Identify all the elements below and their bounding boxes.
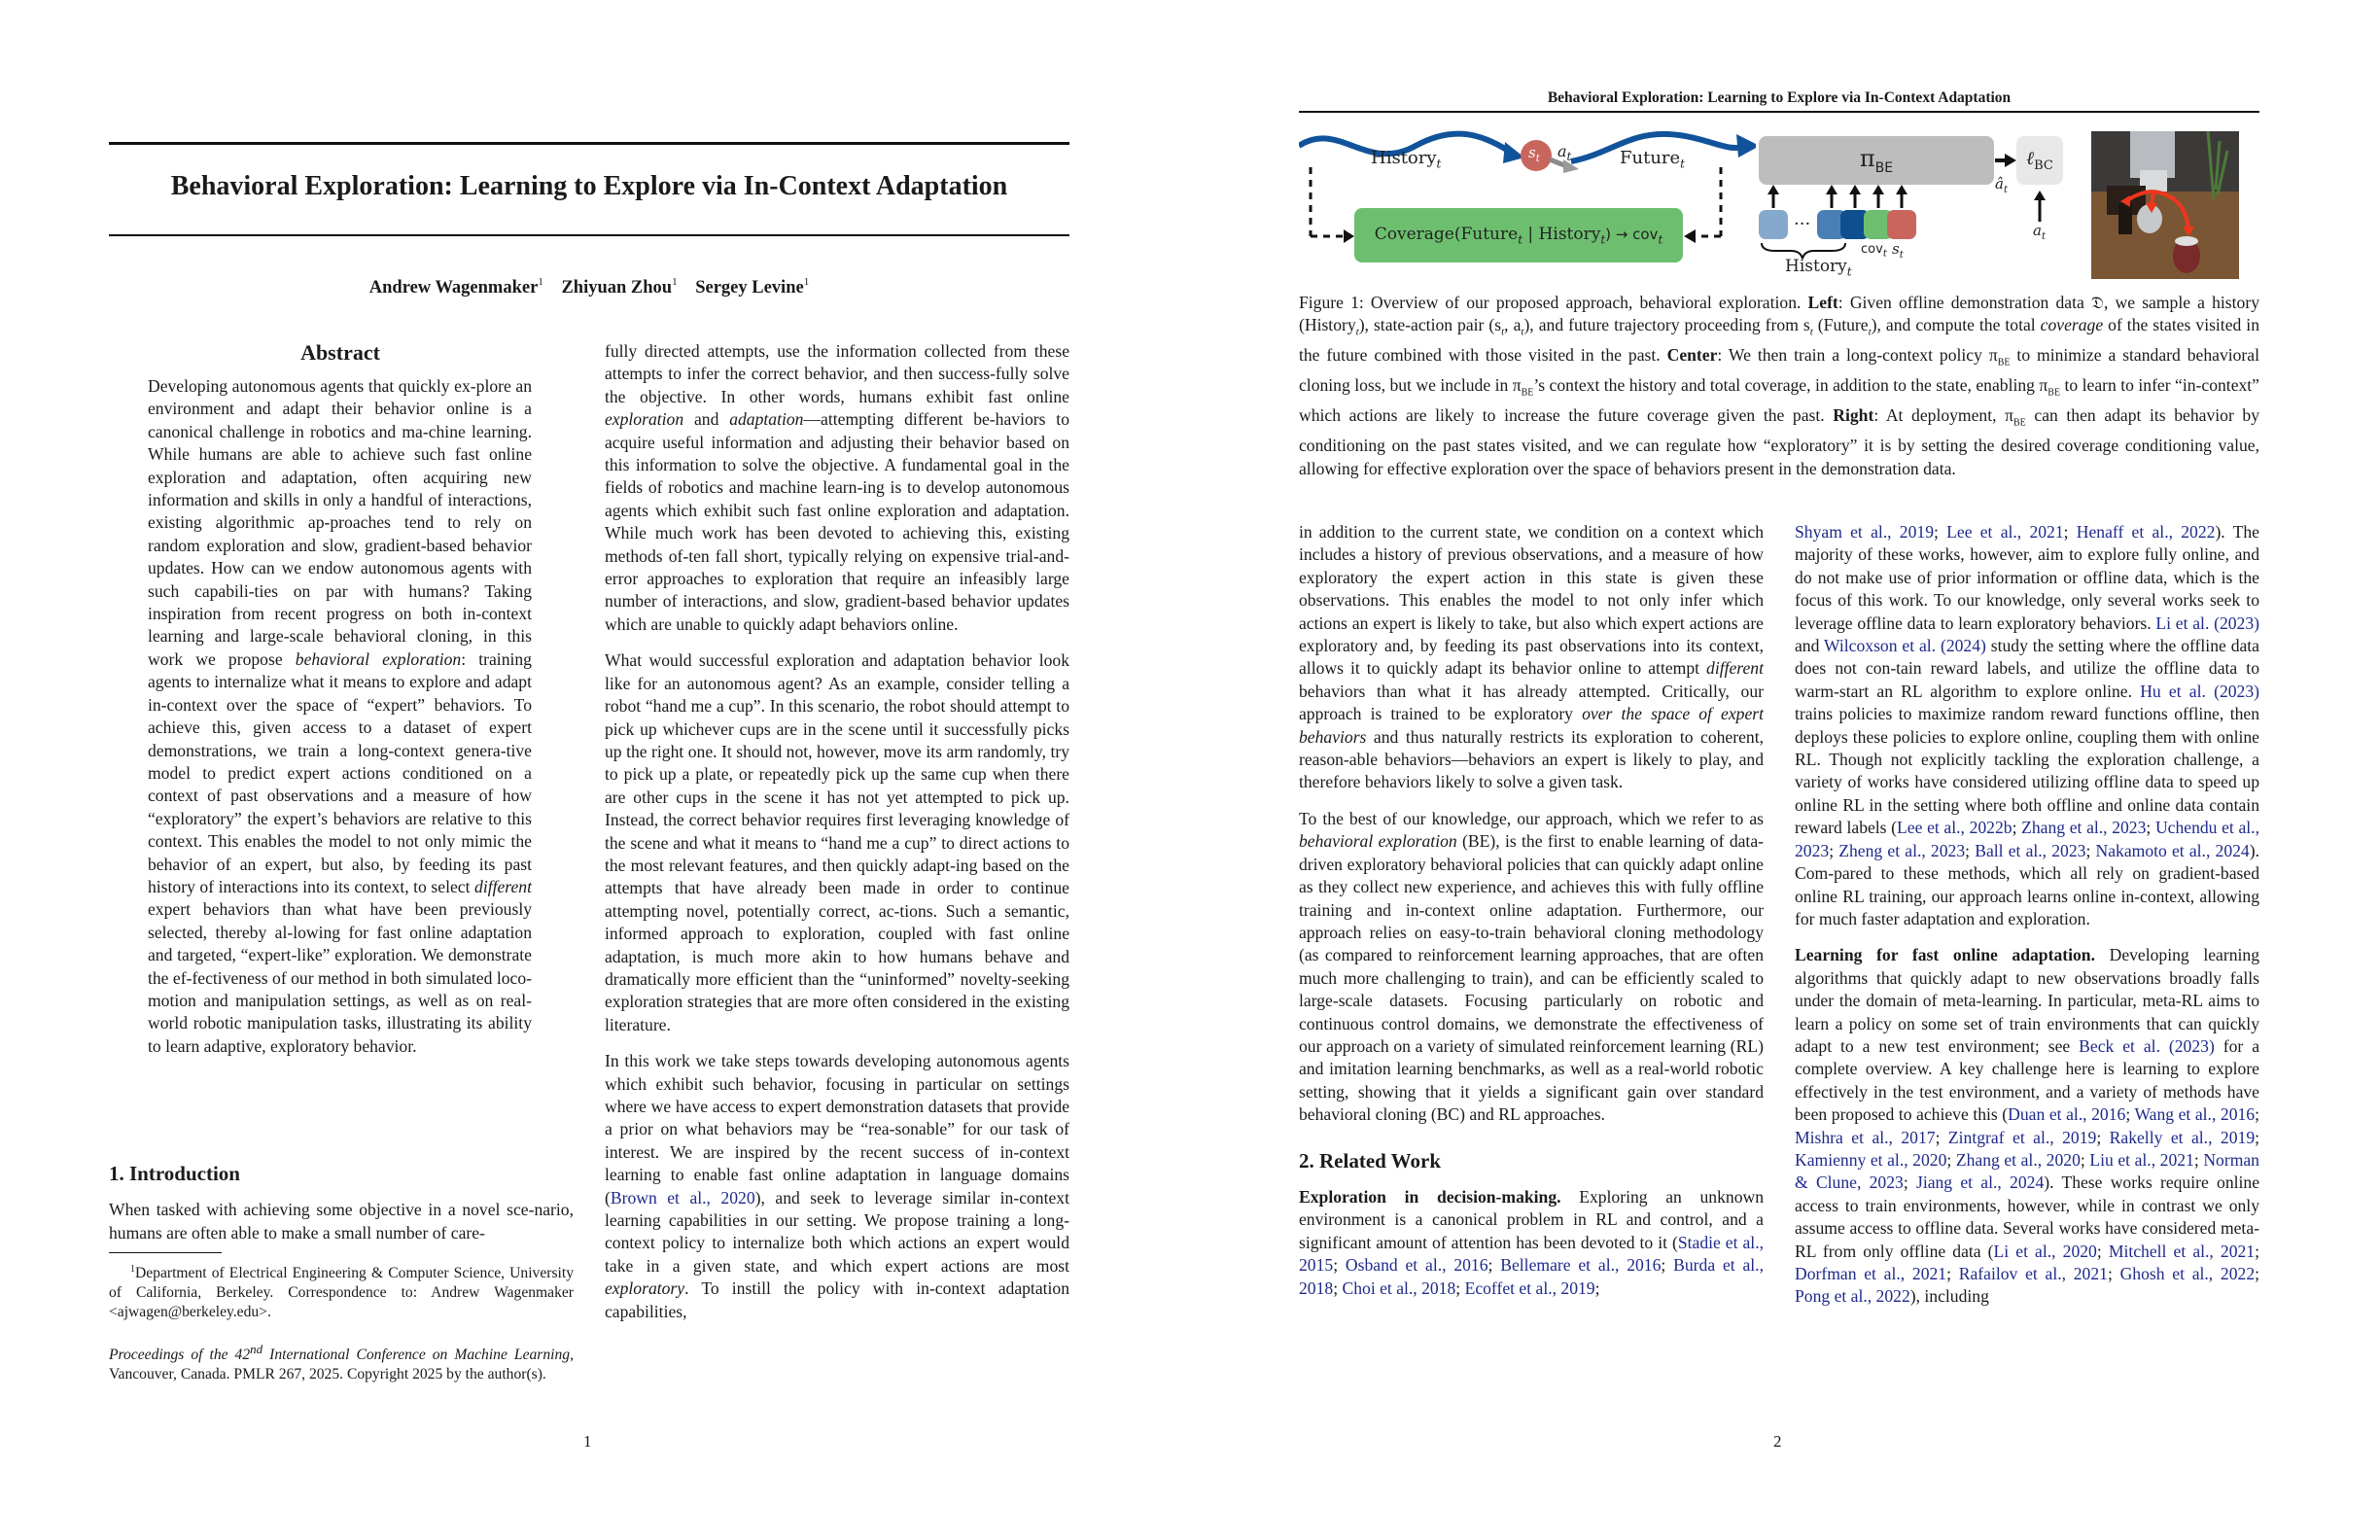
history-token-1: [1759, 210, 1788, 239]
column-1: [1299, 521, 1764, 1313]
citation-link[interactable]: Rakelly et al., 2019: [2109, 1127, 2256, 1147]
citation-link[interactable]: Bellemare et al., 2016: [1500, 1255, 1662, 1276]
state-label: $s_t$: [1528, 144, 1540, 164]
citation-link[interactable]: Zheng et al., 2023: [1838, 840, 1966, 860]
citation-link[interactable]: Beck et al. (2023): [2079, 1035, 2215, 1056]
citation-link[interactable]: Mitchell et al., 2021: [2108, 1241, 2256, 1261]
header-rule: [1299, 111, 2259, 113]
citation-link[interactable]: Zintgraf et al., 2019: [1947, 1127, 2097, 1147]
paragraph: What would successful exploration and adaptation behavior look like for an autonomous agent? As an example, consider telling a robot “hand me a cup”. In this scenario, the robot should attempt to pick up whichever cups are in the scene until it successfully picks up the right one. It should not, however, move its arm randomly, try to pick up a plate, or repeatedly pick up the same cup when there are other cups in the scene it has not yet attempted to pick up. Instead, the correct behavior requires first leveraging knowledge of the scene and what it means to “hand me a cup” to direct actions to the most relevant features, and then quickly adapt-ing based on the attempts that have already been made in order to continue attempting novel, potentially correct, ac-tions. Such a semantic, informed approach to exploration, coupled with fast online adaptation, is much more akin to how humans behave and dramatically more efficient than the “uninformed” novelty-seeking exploration strategies that are more often considered in the existing literature.: [605, 650, 1069, 1034]
citation-link[interactable]: Rafailov et al., 2021: [1958, 1264, 2108, 1283]
page-number: 1: [583, 1432, 592, 1451]
history-label: History$_t$: [1371, 148, 1442, 171]
citation-link[interactable]: Ecoffet et al., 2019: [1464, 1278, 1595, 1298]
citation-link[interactable]: Lee et al., 2022b: [1897, 818, 2012, 838]
page-2: [1190, 0, 2380, 1540]
citation-link[interactable]: Duan et al., 2016: [2008, 1104, 2126, 1125]
abstract-heading: Abstract: [300, 340, 380, 365]
section-heading: 2. Related Work: [1299, 1148, 1442, 1172]
running-head: Behavioral Exploration: Learning to Explore via In-Context Adaptation: [1547, 89, 2012, 106]
state-token-label: $s_t$: [1892, 240, 1904, 261]
figure-caption: Figure 1: Overview of our proposed approach, behavioral exploration. Left: Given offline demonstration data 𝔇, we sample a history (History$_t$), state-action pair ($s_t$, $a_t$), and future trajectory proceeding from $s_t$ (Future$_t$), and compute the total coverage of the states visited in the future combined with those visited in the past. Center: We then train a long-context policy $\pi_{BE}$ to minimize a standard behavioral cloning loss, but we include in $\pi_{BE}’s$ context the history and total coverage, in addition to the state, enabling $\pi_{BE}$ to learn to infer “in-context” which actions are likely to increase the future coverage given the past. Right: At deployment, $\pi_{BE}$ can then adapt its behavior by conditioning on the past states visited, and we can regulate how “exploratory” it is by setting the desired coverage conditioning value, allowing for effective exploration over the space of behaviors present in the demonstration data.: [1299, 293, 2260, 478]
citation-link[interactable]: Liu et al., 2021: [2089, 1149, 2194, 1170]
page-number: 2: [1773, 1432, 1782, 1451]
coverage-box: Coverage(Future$_t$ | History$_t$) → cov$_t$: [1354, 208, 1683, 262]
title-bottom-rule: [109, 234, 1069, 236]
citation-link[interactable]: Ball et al., 2023: [1975, 840, 2086, 860]
paragraph: fully directed attempts, use the information collected from these attempts to infer the correct behavior, and then success-fully solve the objective. In other words, humans exhibit fast online exploration and adaptation—attempting different be-haviors to acquire useful information and adjusting their behavior based on this information to solve the objective. A fundamental goal in the fields of robotics and machine learn-ing is to develop autonomous agents which exhibit such fast online exploration and adaptation. While much work has been devoted to achieving this, existing methods of-ten fall short, typically relying on expensive trial-and-error approaches to exploration that require an infeasibly large number of interactions, and slow, gradient-based behavior updates which are unable to quickly adapt behaviors online.: [605, 341, 1069, 634]
target-action-label: $a_t$: [2033, 222, 2046, 242]
citation-link[interactable]: Shyam et al., 2019: [1795, 522, 1934, 542]
citation-link[interactable]: Ghosh et al., 2022: [2119, 1264, 2256, 1283]
citation-link[interactable]: Zhang et al., 2023: [2021, 818, 2147, 838]
citation-link[interactable]: Kamienny et al., 2020: [1795, 1149, 1947, 1170]
loss-box: ℓ$_{BC}$: [2016, 136, 2063, 185]
citation-link[interactable]: Jiang et al., 2024: [1915, 1172, 2045, 1193]
citation-link[interactable]: Stadie et al., 2015: [1299, 1232, 1764, 1276]
abstract-paragraph: Developing autonomous agents that quickly ex-plore an environment and adapt their behavior online is a canonical challenge in robotics and ma-chine learning. While humans are able to achieve such fast online exploration and adaptation, often acquiring new information and skills in only a handful of interactions, existing algorithmic ap-proaches tend to rely on random exploration and slow, gradient-based behavior updates. How can we endow autonomous agents with such capabili-ties on par with humans? Taking inspiration from recent progress on both in-context learning and large-scale behavioral cloning, in this work we propose behavioral exploration: training agents to internalize what it means to explore and adapt in-context over the space of “expert” behaviors. To achieve this, given access to a dataset of expert demonstrations, we train a long-context genera-tive model to predict expert actions conditioned on a context of past observations and a measure of how “exploratory” the expert’s behaviors are relative to this context. This enables the model to not only mimic the behavior of an expert, but also, by feeding its past history of interactions into its context, to select different expert behaviors than what have been previously selected, thereby al-lowing for fast online adaptation and targeted, “expert-like” exploration. We demonstrate the ef-fectiveness of our method in both simulated loco-motion and manipulation settings, as well as on real-world robotic manipulation tasks, illustrating its ability to learn adaptive, exploratory behavior.: [148, 376, 532, 1056]
future-label: Future$_t$: [1620, 148, 1685, 171]
citation-link[interactable]: Henaff et al., 2022: [2076, 522, 2216, 542]
intro-section: [109, 1163, 574, 1258]
figure-1: [1299, 124, 2259, 280]
citation-link[interactable]: Pong et al., 2022: [1795, 1286, 1910, 1307]
author: Zhiyuan Zhou$^1$: [561, 276, 678, 298]
citation-link[interactable]: Norman & Clune, 2023: [1795, 1149, 2259, 1193]
paragraph: in addition to the current state, we condition on a context which includes a history of previous observations, and a measure of how exploratory the expert action in this state is given these observations. This enables the model to not only infer which actions an expert is likely to take, but also which expert actions are exploratory and, by feeding its past observations into its context, allows it to quickly adapt its behavior online to attempt different behaviors than what it has already attempted. Critically, our approach is trained to be exploratory over the space of expert behaviors and thus naturally restricts its exploration to coherent, reason-able behaviors—behaviors an expert is likely to play, and therefore behaviors likely to solve a given task.: [1299, 522, 1764, 792]
column-2: [1795, 521, 2259, 1322]
action-label: $a_t$: [1558, 142, 1572, 164]
title-top-rule: [109, 142, 1069, 145]
paragraph: Exploration in decision-making. Exploring an unknown environment is a canonical problem in RL and control, and a significant amount of attention has been devoted to it (Stadie et al., 2015; Osband et al., 2016; Bellemare et al., 2016; Burda et al., 2018; Choi et al., 2018; Ecoffet et al., 2019;: [1299, 1186, 1765, 1298]
predicted-action-label: $â_t$: [1995, 175, 2008, 195]
history-brace-label: History$_t$: [1785, 257, 1852, 279]
citation-link[interactable]: Choi et al., 2018: [1342, 1278, 1456, 1298]
column-2: [605, 340, 1069, 1337]
citation-link[interactable]: Nakamoto et al., 2024: [2095, 840, 2250, 860]
citation-link[interactable]: Mishra et al., 2017: [1795, 1127, 1936, 1147]
citation-link[interactable]: Uchendu et al., 2023: [1795, 818, 2259, 860]
intro-paragraph: When tasked with achieving some objective in a novel sce-nario, humans are often able to make a small number of care-: [109, 1200, 574, 1242]
affiliation-footnote: $^1$Department of Electrical Engineering & Computer Science, University of California, Berkeley. Correspondence to: Andrew Wagenmaker <ajwagen@berkeley.edu>.: [109, 1264, 574, 1321]
paragraph: In this work we take steps towards developing autonomous agents which exhibit such behavior, focusing in particular on settings where we have access to expert demonstration datasets that provide a prior on what behaviors may be “rea-sonable” for our task of interest. We are inspired by the recent success of in-context learning to enable fast online adaptation in language domains (Brown et al., 2020), and seek to leverage similar in-context learning capabilities in our setting. We propose training a long-context policy to internalize both which actions an expert would take in a given state, and which expert actions are most exploratory. To instill the policy with in-context adaptation capabilities,: [605, 1051, 1069, 1321]
citation-link[interactable]: Li et al. (2023): [2155, 612, 2259, 633]
robot-deployment-photo: [2091, 131, 2239, 279]
citation-link[interactable]: Wilcoxson et al. (2024): [1823, 636, 1986, 656]
state-token: [1887, 210, 1916, 239]
citation-link[interactable]: Li et al., 2020: [1993, 1241, 2097, 1261]
ellipsis: ···: [1794, 214, 1811, 234]
paragraph: Shyam et al., 2019; Lee et al., 2021; Henaff et al., 2022). The majority of these works, however, aim to explore fully online, and do not make use of prior information or offline data, which is the focus of this work. To our knowledge, only several works seek to leverage offline data to learn exploratory behaviors. Li et al. (2023) and Wilcoxson et al. (2024) study the setting where the offline data does not con-tain reward labels, and utilize the offline data to warm-start an RL algorithm to explore online. Hu et al. (2023) trains policies to maximize random reward functions offline, then deploys these policies to explore online, coupling them with online RL. Though not explicitly tackling the exploration challenge, a variety of works have considered utilizing offline data to speed up online RL in the setting where both offline and online data contain reward labels (Lee et al., 2022b; Zhang et al., 2023; Uchendu et al., 2023; Zheng et al., 2023; Ball et al., 2023; Nakamoto et al., 2024). Com-pared to these methods, which all rely on gradient-based online RL training, our approach learns online in-context, allowing for much faster adaptation and exploration.: [1795, 522, 2259, 928]
author-list: [109, 278, 1069, 298]
paper-title: Behavioral Exploration: Learning to Explore via In-Context Adaptation: [170, 171, 1008, 201]
author: Andrew Wagenmaker$^1$: [368, 276, 543, 298]
policy-box: $\pi_{BE}$: [1759, 136, 1994, 185]
citation-link[interactable]: Osband et al., 2016: [1345, 1255, 1488, 1276]
citation-link[interactable]: Lee et al., 2021: [1946, 522, 2064, 542]
citation-link[interactable]: Zhang et al., 2020: [1955, 1149, 2081, 1170]
footnote-rule: [109, 1252, 222, 1253]
citation-link[interactable]: Wang et al., 2016: [2134, 1104, 2256, 1125]
section-heading: 1. Introduction: [109, 1162, 240, 1185]
robot-scene-illustration: [2091, 131, 2239, 279]
author: Sergey Levine$^1$: [695, 276, 810, 298]
citation-link[interactable]: Burda et al., 2018: [1299, 1255, 1764, 1298]
proceedings-note: Proceedings of the 42nd International Conference on Machine Learning, Vancouver, Canada. PMLR 267, 2025. Copyright 2025 by the author(s).: [109, 1342, 574, 1383]
footnotes: [109, 1260, 574, 1402]
citation-link[interactable]: Brown et al., 2020: [610, 1187, 755, 1208]
paragraph: To the best of our knowledge, our approach, which we refer to as behavioral exploration (BE), is the first to enable learning of data-driven exploratory behavioral policies that can quickly adapt online as they collect new experience, and achieves this with fully offline training and in-context online adaptation. Furthermore, our approach relies on easy-to-train behavioral cloning methodology (as compared to reinforcement learning approaches, that are often much more challenging to train), and can be efficiently scaled to large-scale datasets. Focusing particularly on robotic and continuous control domains, we demonstrate the effectiveness of our approach on a variety of simulated reinforcement learning (RL) and imitation learning benchmarks, as well as a real-world robotic setting, showing that it yields a significant gain over standard behavioral cloning (BC) and RL approaches.: [1299, 808, 1764, 1125]
paragraph: Learning for fast online adaptation. Developing learning algorithms that quickly adapt to new observations broadly falls under the domain of meta-learning. In particular, meta-RL aims to learn a policy on some set of train environments that can quickly adapt to a new test environment; see Beck et al. (2023) for a complete overview. A key challenge here is learning to explore effectively in the test environment, and a variety of methods have been proposed to achieve this (Duan et al., 2016; Wang et al., 2016; Mishra et al., 2017; Zintgraf et al., 2019; Rakelly et al., 2019; Kamienny et al., 2020; Zhang et al., 2020; Liu et al., 2021; Norman & Clune, 2023; Jiang et al., 2024). These works require online access to train environments, however, while in contrast we only assume access to offline data. Several works have considered meta-RL from only offline data (Li et al., 2020; Mitchell et al., 2021; Dorfman et al., 2021; Rafailov et al., 2021; Ghosh et al., 2022; Pong et al., 2022), including: [1795, 945, 2260, 1307]
cov-token-label: cov$_t$: [1861, 242, 1887, 260]
citation-link[interactable]: Hu et al. (2023): [2140, 681, 2259, 701]
citation-link[interactable]: Dorfman et al., 2021: [1795, 1264, 1947, 1283]
abstract-body: [148, 375, 532, 1071]
